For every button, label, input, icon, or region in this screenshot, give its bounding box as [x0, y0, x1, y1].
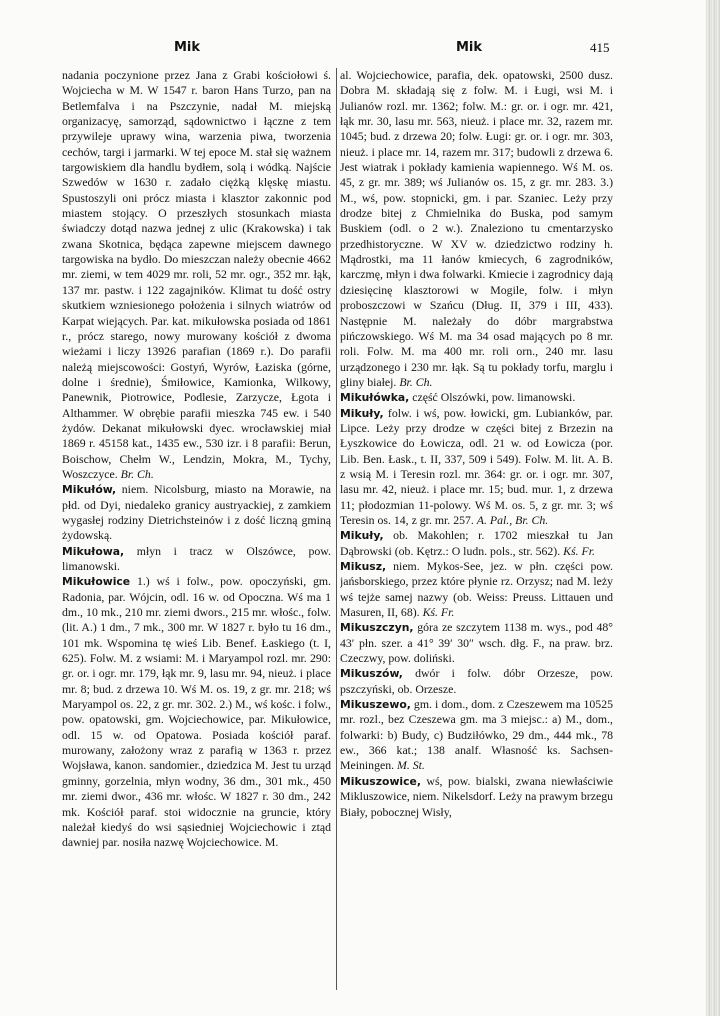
dictionary-entry — [340, 774, 613, 820]
header-right-word: Mik — [456, 40, 483, 55]
header-left-word: Mik — [174, 40, 201, 55]
entry-author-signature: A. Pal., Br. Ch. — [476, 512, 549, 527]
dictionary-entry — [340, 620, 613, 666]
entry-text: 1.) wś i folw., pow. opoczyński, gm. Radonia, par. Wójcin, odl. 16 w. od Opoczna. Wś ma 1 dm., 10 mk., 210 mr. ziemi dwors., 215 mr. włośc., folw. (lit. A.) 1 dm., 7 mk., 300 mr. W 1827 r. było tu 16 dm., 101 mk. Wspomina tę wieś Lib. Benef. Łaskiego (t. I, 625). Folw. M. z wsiami: M. i Maryampol rozl. mr. 290: gr. or. i ogr. mr. 179, łąk mr. 9, lasu mr. 94, nieuż. i place mr. 8; bud. z drzewa 10. Wś M. os. 19, z gr. mr. 218; wś Maryampol os. 22, z gr. mr. 302. 2.) M., wś kośc. i folw., pow. opatowski, gm. Wojciechowice, par. Mikułowice, odl. 15 w. od Opatowa. Posiada kościół paraf. murowany, założony wraz z parafią w 1363 r. przez Wojsława, kanon. sandomier., dziedzica M. Jest tu urząd gminny, gorzelnia, młyn wodny, 36 dm., 301 mk., 450 mr. ziemi dwor., 436 mr. włośc. W 1827 r. 30 dm., 242 mk. Kościół paraf. stoi widocznie na gruncie, który należał kiedyś do wsi sąsiedniej Wojciechowic i ztąd dawniej par. nosiła nazwę Wojciechowice. M. — [62, 574, 331, 850]
dictionary-entry — [62, 68, 331, 482]
entry-text: gm. i dom., dom. z Czeszewem ma 10525 mr. rozl., bez Czeszewa gm. ma 3 miejsc.: a) M., dom., folwarki: b) Budy, c) Budziłówko, 29 dm., 444 mk., 78 ew., 366 kat.; 138 analf. Własność ks. Sachsen-Meiningen. — [340, 697, 613, 773]
entry-headword: Mikuszowice, — [340, 774, 421, 788]
entry-text: folw. i wś, pow. łowicki, gm. Lubianków, par. Lipce. Leży przy drodze w części bitej z Brzezin na Łyszkowice do Łowicza, odl. 21 w. od Łowicza (por. Lib. Ben. Łask., t. II, 337, 509 i 549). Folw. M. lit. A. B. z wsią M. i Teresin rozl. mr. 364: gr. or. i ogr. mr. 307, lasu mr. 42, nieuż. i place mr. 15; bud. mur. 1, z drzewa 11; płodozmian 11-polowy. Wś M. os. 5, z gr. mr. 3; wś Teresin os. 14, z gr. mr. 257. — [340, 405, 613, 527]
entry-text: al. Wojciechowice, parafia, dek. opatowski, 2500 dusz. Dobra M. składają się z folw. M. i Ługi, wsi M. i Julianów rozl. mr. 1362; folw. M.: gr. or. i ogr. mr. 421, łąk mr. 30, lasu mr. 563, nieuż. i place mr. 32, razem mr. 1045; bud. z drzewa 20; folw. Ługi: gr. or. i ogr. mr. 303, nieuż. i place mr. 14, razem mr. 317; budowli z drzewa 6. Jest wiatrak i pokłady kamienia wapiennego. Wś M. os. 45, z gr. mr. 389; wś Julianów os. 15, z gr. mr. 283. 3.) M., wś, pow. stopnicki, gm. i par. Szaniec. Leży przy drodze bitej z Chmielnika do Buska, pod samym Buskiem (odl. o 2 w.). Znaleziono tu cmentarzysko przedhistoryczne. W XV w. dziedzictwo rodziny h. Mądrostki, ma 11 łanów kmiecych, 6 zagrodników, karczmę, młyn i dwa folwarki. Kmiecie i zagrodnicy dają dziesięcinę klasztorowi w Mogile, folw. i młyn proboszczowi w Szańcu (Dług. II, 379 i III, 433). Następnie M. należały do dóbr margrabstwa pińczowskiego. Wś M. ma 34 osad mających po 8 mr. roli. Folw. M. ma 400 mr. roli orn., 240 mr. lasu urządzonego i 230 mr. łąk. Są tu pokłady torfu, marglu i gliny białej. — [340, 68, 613, 389]
entry-author-signature: Kś. Fr. — [563, 543, 595, 558]
column-divider — [336, 68, 337, 990]
entry-headword: Mikułówka, — [340, 391, 410, 405]
entry-author-signature: Br. Ch. — [399, 374, 433, 389]
entry-text: góra ze szczytem 1138 m. wys., pod 48° 43′ płn. szer. a 41° 39′ 30″ wsch. dłg. F., na praw. brz. Czeczwy, pow. doliński. — [340, 620, 613, 666]
entry-headword: Mikułowa, — [62, 544, 125, 558]
dictionary-entry — [62, 482, 331, 543]
dictionary-entry — [62, 544, 331, 575]
entry-headword: Mikuszczyn, — [340, 621, 414, 635]
entry-headword: Mikuły, — [340, 406, 384, 420]
entry-text: ob. Makohlen; r. 1702 mieszkał tu Jan Dąbrowski (ob. Kętrz.: O ludn. pols., str. 562). — [340, 528, 613, 558]
dictionary-entry — [340, 666, 613, 697]
entry-author-signature: Br. Ch. — [120, 466, 154, 481]
page-edge — [706, 0, 720, 1016]
entry-text: wś, pow. bialski, zwana niewłaściwie Mikluszowice, niem. Nikelsdorf. Leży na prawym brzegu Biały, pobocznej Wisły, — [340, 773, 613, 819]
running-header — [0, 40, 720, 56]
entry-headword: Mikułów, — [62, 483, 117, 497]
entry-text: nadania poczynione przez Jana z Grabi kościołowi ś. Wojciecha w M. W 1547 r. baron Hans Turzo, pan na Betlemfalva i na Pszczynie, nadał M. miejską organizacyę, samorząd, sądownictwo i łączne z tem przywileje uprawy wina, warzenia piwa, tworzenia cechów, targi i jarmarki. W tej epoce M. stał się ważnem targowiskiem dla handlu bydłem, solą i wódką. Najście Szwedów w 1630 r. zadało ciężką klęskę miastu. Spustoszyli oni prócz miasta i klasztor zakonnic pod miastem stojący. O przeszłych stosunkach miasta świadczy dotąd nazwa jednej z ulic (Krakowska) i tak zwana Skotnica, będąca zapewne miejscem dawnego targowiska na bydło. Do mieszczan należy obecnie 4662 mr. ziemi, w tem 4029 mr. roli, 52 mr. ogr., 352 mr. łąk, 137 mr. pastw. i 122 zagajników. Klimat tu dość ostry skutkiem wzniesionego położenia i silnych wiatrów od Karpat wiejących. Par. kat. mikułowska posiada od 1861 r., prócz starego, nowy murowany kościół z dwoma wieżami i liczy 13926 parafian (1869 r.). Do parafii należą miejscowości: Gostyń, Wyrów, Łaziska (górne, dolne i średnie), Śmiłowice, Kamionka, Wilkowy, Panewnik, Piotrowice, Podlesie, Zarzycze, Łgota i Althammer. W obrębie parafii mieszka 745 ew. i 540 żydów. Dekanat mikułowski dyec. wrocławskiej miał 1869 r. 45158 kat., 1435 ew., 530 izr. i 8 parafii: Berun, Boischow, Chełm W., Lendzin, Mokra, M., Tychy, Woszczyce. — [62, 68, 331, 481]
entry-headword: Mikuszów, — [340, 667, 403, 681]
dictionary-entry — [340, 390, 613, 405]
dictionary-entry — [340, 68, 613, 390]
entry-author-signature: M. St. — [397, 758, 425, 773]
entry-headword: Mikułowice — [62, 575, 131, 589]
entry-text: młyn i tracz w Olszówce, pow. limanowski. — [62, 543, 331, 573]
dictionary-entry — [62, 574, 331, 850]
entry-headword: Mikuły, — [340, 529, 384, 543]
dictionary-entry — [340, 697, 613, 774]
entry-text: niem. Nicolsburg, miasto na Morawie, na płd. od Dyi, niedaleko granicy austryackiej, z zamkiem wygasłej rodziny Dietrichsteinów i z dość liczną gminą żydowską. — [62, 482, 331, 543]
entry-author-signature: Kś. Fr. — [422, 605, 455, 620]
dictionary-entry — [340, 406, 613, 529]
dictionary-entry — [340, 559, 613, 620]
entry-text: niem. Mykos-See, jez. w płn. części pow. jańsborskiego, przez które płynie rz. Orzysz; nad M. leży wś tejże samej nazwy (ob. Weiss: Preuss. Littauen und Masuren, II, 68). — [340, 559, 613, 620]
entry-headword: Mikusz, — [340, 560, 387, 573]
left-column — [62, 68, 331, 990]
right-column — [340, 68, 613, 990]
entry-text: dwór i folw. dóbr Orzesze, pow. pszczyński, ob. Orzesze. — [340, 666, 613, 696]
page-number: 415 — [590, 40, 610, 55]
entry-headword: Mikuszewo, — [340, 698, 411, 712]
entry-text: część Olszówki, pow. limanowski. — [409, 390, 576, 405]
dictionary-entry — [340, 528, 613, 559]
